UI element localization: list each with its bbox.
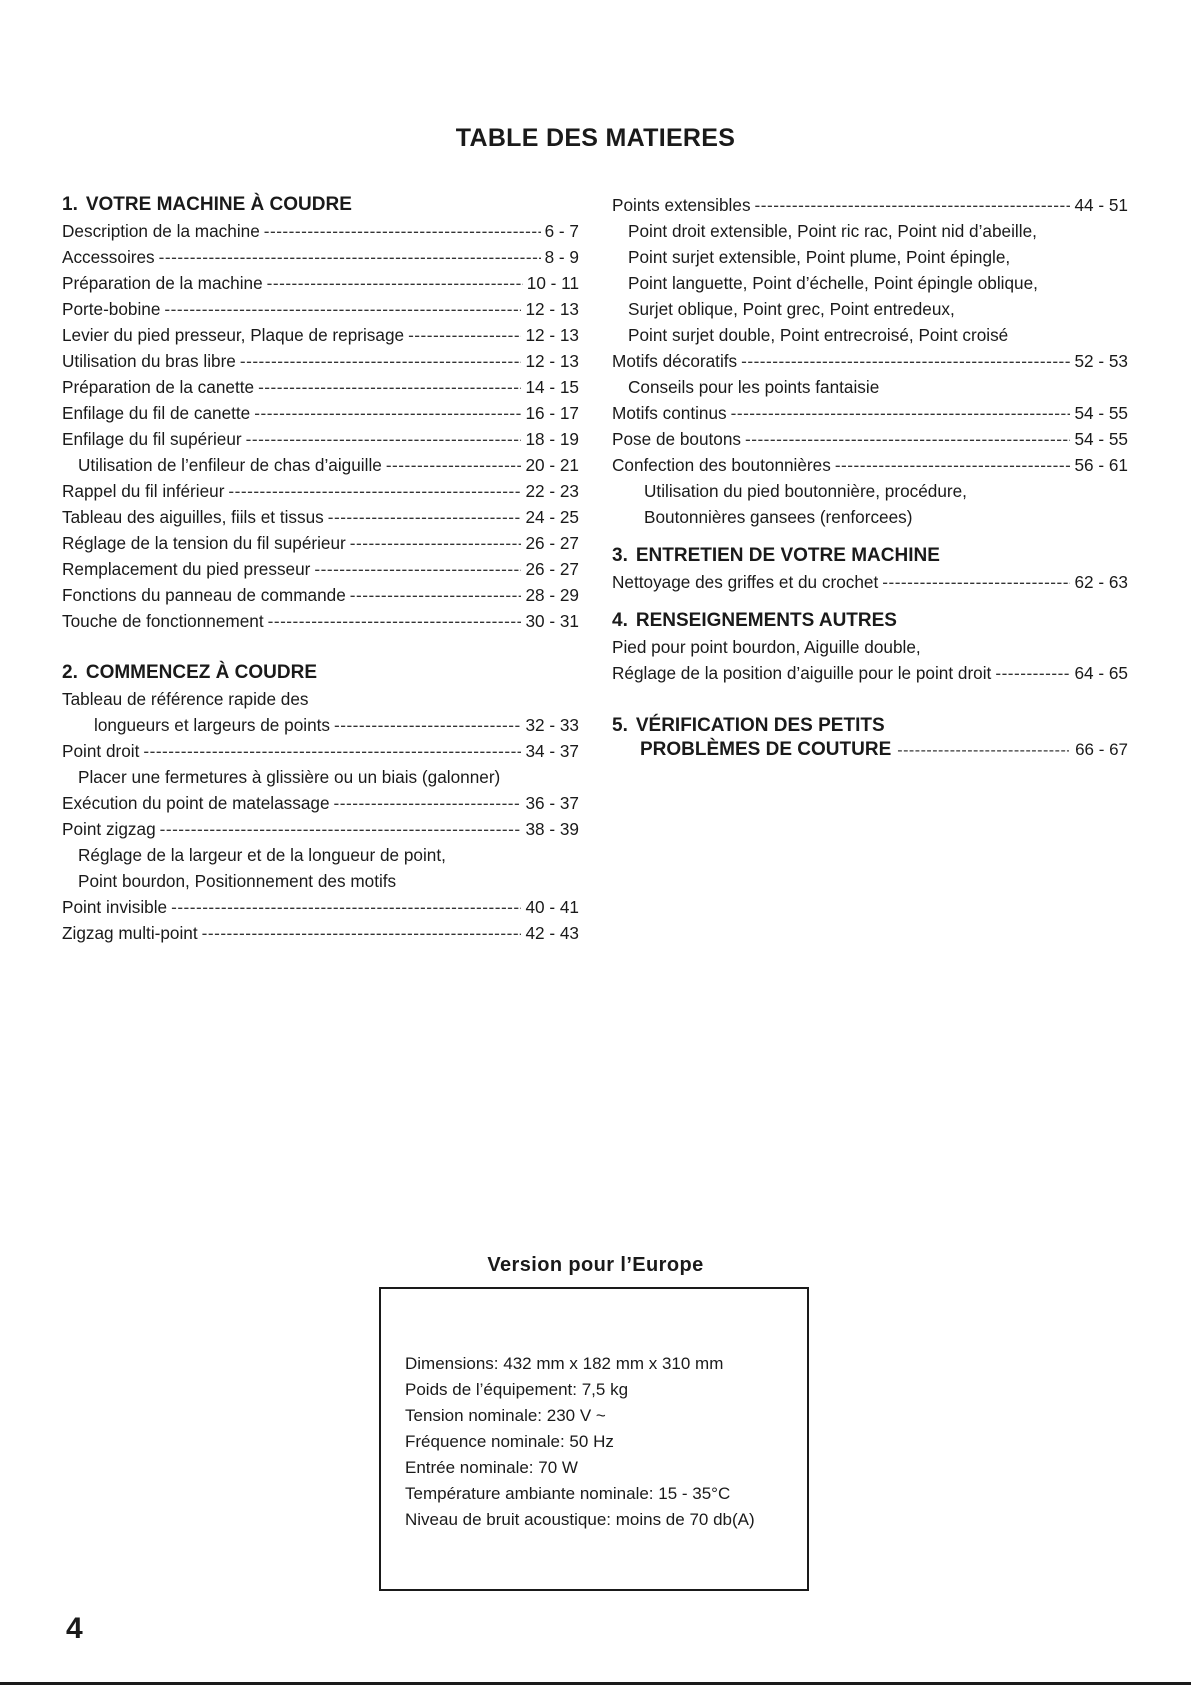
spec-list xyxy=(405,1351,755,1533)
version-title: Version pour l’Europe xyxy=(487,1254,704,1276)
toc-entry: Point surjet double, Point entrecroisé, Point croisé xyxy=(628,325,1009,345)
section-heading: 3. ENTRETIEN DE VOTRE MACHINE xyxy=(612,545,940,566)
toc-entry: Placer une fermetures à glissière ou un biais (galonner) xyxy=(78,767,501,787)
toc-right-column xyxy=(612,192,1128,763)
spec-item: Entrée nominale: 70 W xyxy=(405,1458,578,1477)
spec-item: Tension nominale: 230 V ~ xyxy=(405,1406,606,1425)
section-heading: 1. VOTRE MACHINE À COUDRE xyxy=(62,194,352,215)
spec-box xyxy=(379,1287,809,1591)
toc-entry: Point surjet extensible, Point plume, Point épingle, xyxy=(628,247,1011,267)
toc-entry: Nettoyage des griffes et du crochet ----- 62 - 63 xyxy=(612,569,1128,595)
toc-entry: Tableau de référence rapide des xyxy=(62,689,309,709)
toc-entry: Point bourdon, Positionnement des motifs xyxy=(78,871,397,891)
toc-entry: Enfilage du fil supérieur ----- 18 - 19 xyxy=(62,426,579,452)
toc-entry: Motifs décoratifs ----- 52 - 53 xyxy=(612,348,1128,374)
section-heading: 4. RENSEIGNEMENTS AUTRES xyxy=(612,610,897,631)
toc-entry: Motifs continus ----- 54 - 55 xyxy=(612,400,1128,426)
toc-entry: Utilisation du bras libre ----- 12 - 13 xyxy=(62,348,579,374)
toc-entry: Description de la machine ----- 6 - 7 xyxy=(62,218,579,244)
toc-entry: Fonctions du panneau de commande ----- 28 - 29 xyxy=(62,582,579,608)
toc-entry: Levier du pied presseur, Plaque de reprisage ----- 12 - 13 xyxy=(62,322,579,348)
toc-entry: Tableau des aiguilles, fiils et tissus ----- 24 - 25 xyxy=(62,504,579,530)
toc-entry: Porte-bobine ----- 12 - 13 xyxy=(62,296,579,322)
toc-entry: Exécution du point de matelassage ----- 36 - 37 xyxy=(62,790,579,816)
toc-entry: Zigzag multi-point ----- 42 - 43 xyxy=(62,920,579,946)
spec-item: Dimensions: 432 mm x 182 mm x 310 mm xyxy=(405,1354,724,1373)
spec-item: Niveau de bruit acoustique: moins de 70 db(A) xyxy=(405,1510,755,1529)
toc-entry: Boutonnières gansees (renforcees) xyxy=(644,507,913,527)
toc-entry: Utilisation du pied boutonnière, procédure, xyxy=(644,481,967,501)
toc-entry: Pied pour point bourdon, Aiguille double, xyxy=(612,637,921,657)
toc-entry: Confection des boutonnières ----- 56 - 61 xyxy=(612,452,1128,478)
spec-item: Fréquence nominale: 50 Hz xyxy=(405,1432,614,1451)
toc-entry: Utilisation de l’enfileur de chas d’aiguille ----- 20 - 21 xyxy=(62,452,579,478)
toc-entry: Rappel du fil inférieur ----- 22 - 23 xyxy=(62,478,579,504)
toc-entry: Point invisible ----- 40 - 41 xyxy=(62,894,579,920)
spec-item: Poids de l’équipement: 7,5 kg xyxy=(405,1380,629,1399)
toc-entry: Point languette, Point d’échelle, Point épingle oblique, xyxy=(628,273,1038,293)
toc-left-column xyxy=(62,192,579,946)
toc-entry: Point droit extensible, Point ric rac, Point nid d’abeille, xyxy=(628,221,1037,241)
toc-entry: Point zigzag ----- 38 - 39 xyxy=(62,816,579,842)
toc-entry: Réglage de la position d’aiguille pour le point droit ----- 64 - 65 xyxy=(612,660,1128,686)
toc-entry: Accessoires ----- 8 - 9 xyxy=(62,244,579,270)
toc-entry: Réglage de la tension du fil supérieur ----- 26 - 27 xyxy=(62,530,579,556)
page-number: 4 xyxy=(66,1612,83,1645)
toc-entry: Remplacement du pied presseur ----- 26 - 27 xyxy=(62,556,579,582)
toc-entry: Enfilage du fil de canette ----- 16 - 17 xyxy=(62,400,579,426)
toc-entry: Préparation de la machine ----- 10 - 11 xyxy=(62,270,579,296)
toc-entry: Touche de fonctionnement ----- 30 - 31 xyxy=(62,608,579,634)
toc-entry: Réglage de la largeur et de la longueur de point, xyxy=(78,845,446,865)
page-title: TABLE DES MATIERES xyxy=(455,124,736,152)
section-heading: 2. COMMENCEZ À COUDRE xyxy=(62,662,318,683)
toc-entry: Point droit ----- 34 - 37 xyxy=(62,738,579,764)
toc-entry: longueurs et largeurs de points ----- 32 - 33 xyxy=(62,712,579,738)
toc-entry: Pose de boutons ----- 54 - 55 xyxy=(612,426,1128,452)
toc-entry: Points extensibles ----- 44 - 51 xyxy=(612,192,1128,218)
toc-entry: Conseils pour les points fantaisie xyxy=(628,377,880,397)
section-heading: 5. VÉRIFICATION DES PETITS PROBLÈMES DE COUTURE ----- 66 - 67 xyxy=(612,714,1128,763)
toc-entry: Surjet oblique, Point grec, Point entredeux, xyxy=(628,299,955,319)
spec-item: Température ambiante nominale: 15 - 35°C xyxy=(405,1484,731,1503)
toc-entry: Préparation de la canette ----- 14 - 15 xyxy=(62,374,579,400)
